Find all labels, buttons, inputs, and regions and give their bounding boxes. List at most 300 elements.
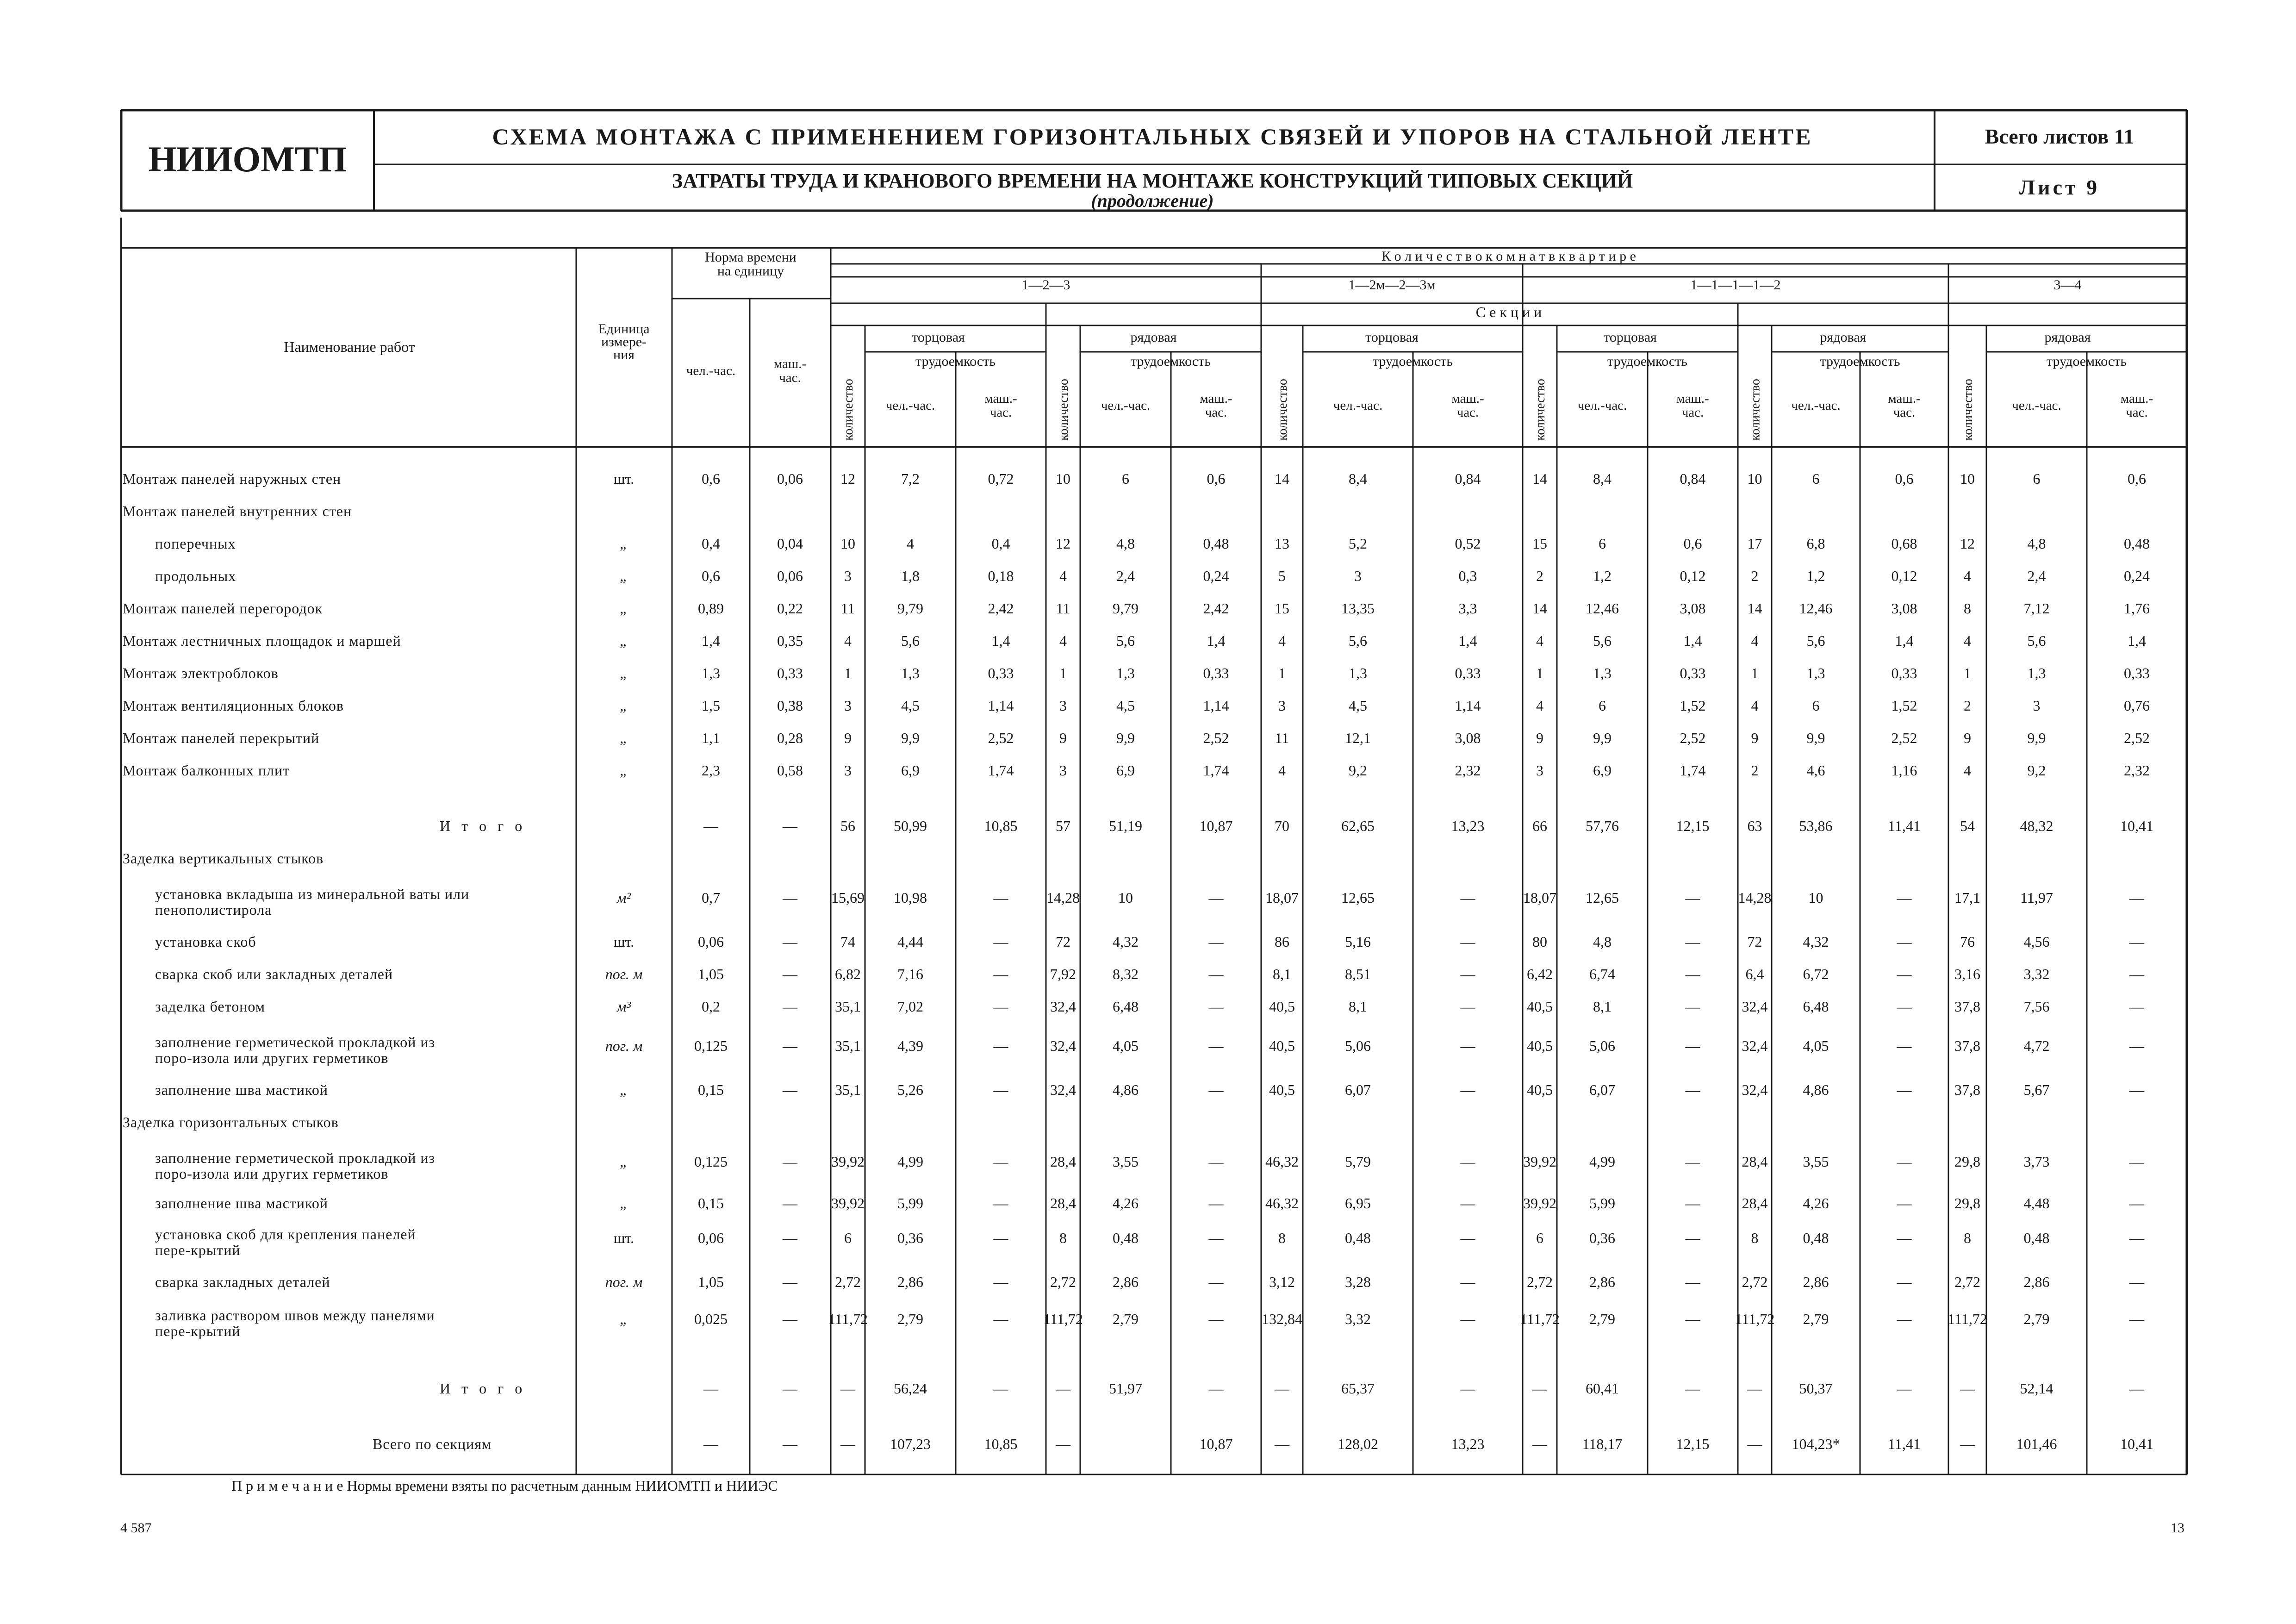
work-name: продольных bbox=[155, 568, 236, 584]
cell-value: 2,79 bbox=[1589, 1311, 1615, 1327]
norm-mach-value: 0,06 bbox=[777, 470, 803, 487]
norm-mach-header: час. bbox=[779, 370, 801, 385]
mach-header: час. bbox=[1456, 405, 1479, 420]
cell-value: 8 bbox=[1278, 1230, 1286, 1246]
cell-value: 74 bbox=[840, 933, 855, 950]
cell-value: 2,72 bbox=[1050, 1274, 1076, 1290]
norm-mach-value: — bbox=[783, 1195, 797, 1212]
cell-value: 0,48 bbox=[1803, 1230, 1829, 1246]
cell-value: 2,32 bbox=[2124, 762, 2150, 779]
cell-value: 11,41 bbox=[1888, 818, 1921, 834]
cell-value: 7,16 bbox=[897, 966, 923, 982]
work-name: пере-крытий bbox=[155, 1323, 241, 1339]
cell-value: 2,86 bbox=[1589, 1274, 1615, 1290]
cell-value: 9,9 bbox=[2027, 730, 2046, 746]
cell-value: 4,32 bbox=[1113, 933, 1139, 950]
cell-value: 12,46 bbox=[1586, 600, 1619, 617]
unit-value: „ bbox=[620, 762, 628, 779]
cell-value: 0,24 bbox=[2124, 568, 2150, 584]
cell-value: 6,9 bbox=[1593, 762, 1612, 779]
cell-value: 12,1 bbox=[1345, 730, 1371, 746]
cell-value: 10,87 bbox=[1199, 1436, 1233, 1452]
mach-header: маш.- bbox=[1200, 391, 1232, 406]
norm-mach-value: — bbox=[783, 1081, 797, 1098]
work-name: Монтаж панелей внутренних стен bbox=[123, 503, 352, 519]
cell-value: 2,52 bbox=[988, 730, 1014, 746]
cell-value: 15,69 bbox=[831, 889, 865, 906]
norm-mach-value: 0,38 bbox=[777, 697, 803, 714]
cell-value: — bbox=[2129, 1230, 2144, 1246]
work-name: Монтаж панелей перегородок bbox=[123, 600, 323, 617]
cell-value: 14 bbox=[1275, 470, 1289, 487]
cell-value: 2,32 bbox=[1455, 762, 1481, 779]
cell-value: 2 bbox=[1751, 568, 1759, 584]
cell-value: 4 bbox=[1964, 568, 1971, 584]
cell-value: 8,4 bbox=[1349, 470, 1367, 487]
cell-value: — bbox=[1208, 1230, 1224, 1246]
mach-header: час. bbox=[1681, 405, 1704, 420]
norm-man-value: 1,05 bbox=[698, 966, 724, 982]
mach-header: маш.- bbox=[2120, 391, 2153, 406]
cell-value: 0,84 bbox=[1455, 470, 1481, 487]
work-name: установка скоб bbox=[155, 933, 256, 950]
work-name: Монтаж электроблоков bbox=[123, 665, 279, 681]
cell-value: 2,72 bbox=[1954, 1274, 1980, 1290]
cell-value: 13 bbox=[1275, 535, 1289, 552]
norm-mach-header: маш.- bbox=[773, 356, 807, 371]
cell-value: 10 bbox=[1056, 470, 1070, 487]
cell-value: 72 bbox=[1747, 933, 1762, 950]
cell-value: 1,4 bbox=[1207, 632, 1226, 649]
cell-value: — bbox=[1460, 1037, 1475, 1054]
cell-value: 39,92 bbox=[831, 1195, 865, 1212]
mach-header: маш.- bbox=[1676, 391, 1709, 406]
cell-value: 6,42 bbox=[1527, 966, 1553, 982]
total-sheets: Всего листов 11 bbox=[1985, 125, 2134, 148]
cell-value: 5,06 bbox=[1589, 1037, 1615, 1054]
cell-value: — bbox=[1897, 1037, 1912, 1054]
cell-value: 1 bbox=[1964, 665, 1971, 681]
cell-value: 32,4 bbox=[1050, 1037, 1076, 1054]
cell-value: 128,02 bbox=[1338, 1436, 1378, 1452]
cell-value: 40,5 bbox=[1527, 1037, 1553, 1054]
cell-value: — bbox=[1897, 1195, 1912, 1212]
table-body bbox=[121, 470, 2187, 1474]
cell-value: 6 bbox=[1122, 470, 1129, 487]
cell-value: 0,6 bbox=[1207, 470, 1226, 487]
cell-value: 13,35 bbox=[1341, 600, 1375, 617]
qty-header: количество bbox=[1276, 379, 1290, 441]
cell-value: — bbox=[2129, 1274, 2144, 1290]
norm-mach-value: 0,22 bbox=[777, 600, 803, 617]
work-name: сварка скоб или закладных деталей bbox=[155, 966, 393, 982]
man-header: чел.-час. bbox=[1577, 398, 1627, 413]
cell-value: 80 bbox=[1532, 933, 1547, 950]
cell-value: 72 bbox=[1056, 933, 1070, 950]
unit-value: шт. bbox=[613, 933, 635, 950]
cell-value: — bbox=[993, 1037, 1008, 1054]
cell-value: 9 bbox=[844, 730, 852, 746]
man-header: чел.-час. bbox=[2012, 398, 2061, 413]
cell-value: 4,86 bbox=[1803, 1081, 1829, 1098]
norm-mach-value: 0,28 bbox=[777, 730, 803, 746]
cell-value: 10,98 bbox=[894, 889, 927, 906]
cell-value: 17,1 bbox=[1954, 889, 1980, 906]
unit-value: „ bbox=[620, 1311, 628, 1327]
cell-value: 4,32 bbox=[1803, 933, 1829, 950]
cell-value: — bbox=[1460, 1311, 1475, 1327]
cell-value: 104,23* bbox=[1792, 1436, 1840, 1452]
cell-value: — bbox=[1747, 1380, 1762, 1397]
cell-value: 0,33 bbox=[1203, 665, 1229, 681]
cell-value: 35,1 bbox=[835, 998, 861, 1015]
cell-value: 6 bbox=[844, 1230, 852, 1246]
cell-value: 2,86 bbox=[1803, 1274, 1829, 1290]
cell-value: — bbox=[1460, 933, 1475, 950]
cell-value: 3,55 bbox=[1803, 1153, 1829, 1170]
norm-man-header: чел.-час. bbox=[686, 363, 736, 378]
labor-header: трудоемкость bbox=[1607, 354, 1688, 369]
work-name: Всего по секциям bbox=[373, 1436, 492, 1452]
cell-value: 2 bbox=[1751, 762, 1759, 779]
unit-value: „ bbox=[620, 632, 628, 649]
cell-value: — bbox=[993, 1153, 1008, 1170]
mach-header: маш.- bbox=[1888, 391, 1921, 406]
cell-value: 2,79 bbox=[1803, 1311, 1829, 1327]
total-label: И т о г о bbox=[440, 1380, 526, 1397]
cell-value: 9,9 bbox=[901, 730, 920, 746]
norm-mach-value: — bbox=[783, 1153, 797, 1170]
cell-value: 40,5 bbox=[1269, 998, 1295, 1015]
cell-value: 3,16 bbox=[1954, 966, 1980, 982]
norm-man-value: 0,06 bbox=[698, 1230, 724, 1246]
cell-value: 54 bbox=[1960, 818, 1975, 834]
cell-value: 12,46 bbox=[1799, 600, 1833, 617]
cell-value: 111,72 bbox=[1043, 1311, 1083, 1327]
cell-value: 32,4 bbox=[1742, 1037, 1768, 1054]
cell-value: 18,07 bbox=[1523, 889, 1556, 906]
unit-value: м² bbox=[616, 889, 631, 906]
cell-value: 12 bbox=[1960, 535, 1975, 552]
cell-value: 28,4 bbox=[1050, 1195, 1076, 1212]
cell-value: 3 bbox=[1536, 762, 1543, 779]
labor-header: трудоемкость bbox=[2046, 354, 2127, 369]
cell-value: — bbox=[1685, 1311, 1700, 1327]
norm-mach-value: — bbox=[783, 998, 797, 1015]
cell-value: 0,6 bbox=[1895, 470, 1914, 487]
labor-header: трудоемкость bbox=[915, 354, 996, 369]
cell-value: 5,06 bbox=[1345, 1037, 1371, 1054]
cell-value: — bbox=[2129, 933, 2144, 950]
cell-value: 6,48 bbox=[1803, 998, 1829, 1015]
norm-man-value: 0,125 bbox=[694, 1037, 728, 1054]
unit-value: „ bbox=[620, 665, 628, 681]
cell-value: 3 bbox=[844, 762, 852, 779]
cell-value: 1,74 bbox=[1680, 762, 1706, 779]
cell-value: 8,4 bbox=[1593, 470, 1612, 487]
work-name: поро-изола или других герметиков bbox=[155, 1049, 389, 1066]
cell-value: — bbox=[1460, 1230, 1475, 1246]
cell-value: 2 bbox=[1536, 568, 1543, 584]
cell-value: 46,32 bbox=[1265, 1153, 1299, 1170]
cell-value: — bbox=[1460, 998, 1475, 1015]
cell-value: 12,65 bbox=[1341, 889, 1375, 906]
cell-value: 32,4 bbox=[1050, 1081, 1076, 1098]
cell-value: 4 bbox=[1278, 632, 1286, 649]
cell-value: — bbox=[1897, 1230, 1912, 1246]
cell-value: 3 bbox=[1278, 697, 1286, 714]
cell-value: 2,79 bbox=[897, 1311, 923, 1327]
cell-value: 5,6 bbox=[2027, 632, 2046, 649]
cell-value: 2,42 bbox=[988, 600, 1014, 617]
cell-value: 111,72 bbox=[1520, 1311, 1560, 1327]
cell-value: 4 bbox=[1964, 632, 1971, 649]
title-block bbox=[121, 110, 2187, 1474]
cell-value: 8,1 bbox=[1593, 998, 1612, 1015]
cell-value: 111,72 bbox=[828, 1311, 868, 1327]
unit-col-header: измере- bbox=[601, 334, 647, 350]
cell-value: 53,86 bbox=[1799, 818, 1833, 834]
labor-header: трудоемкость bbox=[1820, 354, 1900, 369]
cell-value: 4 bbox=[1964, 762, 1971, 779]
cell-value: 9,9 bbox=[1116, 730, 1135, 746]
norm-mach-value: — bbox=[783, 889, 797, 906]
cell-value: 111,72 bbox=[1948, 1311, 1987, 1327]
cell-value: 6 bbox=[1812, 470, 1820, 487]
cell-value: — bbox=[993, 1230, 1008, 1246]
cell-value: 4,72 bbox=[2023, 1037, 2050, 1054]
cell-value: — bbox=[1208, 1380, 1224, 1397]
section-type: торцовая bbox=[912, 330, 965, 345]
cell-value: 2,79 bbox=[1113, 1311, 1139, 1327]
cell-value: 10 bbox=[1118, 889, 1133, 906]
work-name: Монтаж лестничных площадок и маршей bbox=[123, 632, 401, 649]
name-col-header: Наименование работ bbox=[284, 338, 415, 355]
cell-value: 6,72 bbox=[1803, 966, 1829, 982]
cell-value: 2,52 bbox=[2124, 730, 2150, 746]
work-name: заполнение шва мастикой bbox=[155, 1081, 328, 1098]
cell-value: 9 bbox=[1536, 730, 1543, 746]
cell-value: 10,87 bbox=[1199, 818, 1233, 834]
cell-value: — bbox=[1208, 1274, 1224, 1290]
cell-value: — bbox=[1056, 1436, 1070, 1452]
cell-value: — bbox=[1747, 1436, 1762, 1452]
mach-header: час. bbox=[989, 405, 1012, 420]
work-name: заливка раствором швов между панелями bbox=[155, 1307, 435, 1324]
cell-value: 32,4 bbox=[1050, 998, 1076, 1015]
cell-value: 1,2 bbox=[1593, 568, 1612, 584]
cell-value: 1,3 bbox=[1593, 665, 1612, 681]
cell-value: 2,86 bbox=[2023, 1274, 2050, 1290]
cell-value: 1,52 bbox=[1891, 697, 1917, 714]
cell-value: — bbox=[993, 1195, 1008, 1212]
apartment-type: 1—1—1—1—2 bbox=[1690, 277, 1781, 293]
norm-man-value: 0,4 bbox=[702, 535, 720, 552]
man-header: чел.-час. bbox=[1333, 398, 1383, 413]
cell-value: 5 bbox=[1278, 568, 1286, 584]
cell-value: 6 bbox=[1536, 1230, 1543, 1246]
norm-man-value: 2,3 bbox=[702, 762, 720, 779]
cell-value: — bbox=[1897, 1380, 1912, 1397]
cell-value: 6,4 bbox=[1745, 966, 1764, 982]
unit-value: „ bbox=[620, 1195, 628, 1212]
cell-value: 29,8 bbox=[1954, 1195, 1980, 1212]
cell-value: — bbox=[1208, 1311, 1224, 1327]
cell-value: 111,72 bbox=[1735, 1311, 1775, 1327]
cell-value: 9,79 bbox=[897, 600, 923, 617]
cell-value: 28,4 bbox=[1742, 1195, 1768, 1212]
cell-value: 62,65 bbox=[1341, 818, 1375, 834]
cell-value: — bbox=[993, 933, 1008, 950]
cell-value: 6,48 bbox=[1113, 998, 1139, 1015]
norm-man-value: 0,15 bbox=[698, 1081, 724, 1098]
unit-col-header: Единица bbox=[598, 321, 650, 337]
unit-value: пог. м bbox=[605, 966, 643, 982]
cell-value: 11,97 bbox=[2020, 889, 2053, 906]
rooms-header: К о л и ч е с т в о к о м н а т в к в а р т и р е bbox=[1381, 249, 1636, 264]
cell-value: 1,2 bbox=[1806, 568, 1825, 584]
cell-value: 1,8 bbox=[901, 568, 920, 584]
cell-value: 4,26 bbox=[1803, 1195, 1829, 1212]
cell-value: — bbox=[1685, 1195, 1700, 1212]
cell-value: 5,6 bbox=[1349, 632, 1367, 649]
cell-value: 0,3 bbox=[1458, 568, 1477, 584]
labor-header: трудоемкость bbox=[1130, 354, 1211, 369]
cell-value: — bbox=[2129, 966, 2144, 982]
cell-value: 14 bbox=[1532, 470, 1547, 487]
work-name: Монтаж балконных плит bbox=[123, 762, 290, 779]
cell-value: 11,41 bbox=[1888, 1436, 1921, 1452]
cell-value: 4,05 bbox=[1803, 1037, 1829, 1054]
cell-value: 1,4 bbox=[1895, 632, 1914, 649]
cell-value: — bbox=[2129, 1081, 2144, 1098]
cell-value: — bbox=[1685, 933, 1700, 950]
unit-col-header: ния bbox=[613, 347, 635, 362]
cell-value: 6,74 bbox=[1589, 966, 1615, 982]
sheet-title: СХЕМА МОНТАЖА С ПРИМЕНЕНИЕМ ГОРИЗОНТАЛЬНЫХ СВЯЗЕЙ И УПОРОВ НА СТАЛЬНОЙ ЛЕНТЕ bbox=[492, 124, 1813, 150]
cell-value: 5,79 bbox=[1345, 1153, 1371, 1170]
cell-value: — bbox=[1275, 1436, 1289, 1452]
cell-value: 3,32 bbox=[2023, 966, 2050, 982]
cell-value: 2,86 bbox=[897, 1274, 923, 1290]
cell-value: 14 bbox=[1747, 600, 1762, 617]
cell-value: 40,5 bbox=[1527, 998, 1553, 1015]
section-type: рядовая bbox=[2044, 330, 2091, 345]
cell-value: — bbox=[1685, 1274, 1700, 1290]
cell-value: 5,6 bbox=[901, 632, 920, 649]
cell-value: 2,86 bbox=[1113, 1274, 1139, 1290]
cell-value: 13,23 bbox=[1451, 1436, 1485, 1452]
cell-value: 32,4 bbox=[1742, 998, 1768, 1015]
cell-value: 4,56 bbox=[2023, 933, 2050, 950]
cell-value: — bbox=[1208, 1037, 1224, 1054]
cell-value: 1 bbox=[1536, 665, 1543, 681]
cell-value: 40,5 bbox=[1269, 1081, 1295, 1098]
unit-value: шт. bbox=[613, 1230, 635, 1246]
cell-value: 4 bbox=[1278, 762, 1286, 779]
cell-value: — bbox=[2129, 1311, 2144, 1327]
cell-value: 3,3 bbox=[1458, 600, 1477, 617]
cell-value: 40,5 bbox=[1269, 1037, 1295, 1054]
cell-value: — bbox=[840, 1436, 855, 1452]
cell-value: 101,46 bbox=[2016, 1436, 2057, 1452]
cell-value: 0,36 bbox=[1589, 1230, 1615, 1246]
cell-value: 9,2 bbox=[1349, 762, 1367, 779]
cell-value: 0,76 bbox=[2124, 697, 2150, 714]
cell-value: 6,82 bbox=[835, 966, 861, 982]
cell-value: 51,97 bbox=[1109, 1380, 1142, 1397]
cell-value: 7,92 bbox=[1050, 966, 1076, 982]
cell-value: 14 bbox=[1532, 600, 1547, 617]
cell-value: 1 bbox=[1751, 665, 1759, 681]
cell-value: 10 bbox=[1960, 470, 1975, 487]
cell-value: 7,2 bbox=[901, 470, 920, 487]
cell-value: — bbox=[1460, 1195, 1475, 1212]
cell-value: 6 bbox=[1599, 697, 1606, 714]
cell-value: 70 bbox=[1275, 818, 1289, 834]
cell-value: 86 bbox=[1275, 933, 1289, 950]
cell-value: 8,1 bbox=[1273, 966, 1291, 982]
cell-value: 2,72 bbox=[835, 1274, 861, 1290]
cell-value: 2,4 bbox=[2027, 568, 2046, 584]
norm-mach-value: 0,35 bbox=[777, 632, 803, 649]
work-name: Монтаж панелей перекрытий bbox=[123, 730, 320, 746]
cell-value: 0,6 bbox=[2128, 470, 2146, 487]
cell-value: 51,19 bbox=[1109, 818, 1142, 834]
cell-value: — bbox=[1532, 1380, 1547, 1397]
cell-value: 6 bbox=[1812, 697, 1820, 714]
cell-value: 3,08 bbox=[1455, 730, 1481, 746]
cell-value: 14,28 bbox=[1738, 889, 1772, 906]
norm-mach-value: — bbox=[783, 1380, 797, 1397]
cell-value: — bbox=[2129, 1380, 2144, 1397]
norm-man-value: 1,1 bbox=[702, 730, 720, 746]
cell-value: 28,4 bbox=[1742, 1153, 1768, 1170]
cell-value: 13,23 bbox=[1451, 818, 1485, 834]
work-name: заделка бетоном bbox=[155, 998, 265, 1015]
cell-value: 4,8 bbox=[1593, 933, 1612, 950]
work-name: пере-крытий bbox=[155, 1242, 241, 1258]
labor-header: трудоемкость bbox=[1372, 354, 1453, 369]
sections-header: С е к ц и и bbox=[1475, 304, 1542, 320]
cell-value: 3 bbox=[844, 568, 852, 584]
cell-value: — bbox=[1460, 1153, 1475, 1170]
cell-value: 4,26 bbox=[1113, 1195, 1139, 1212]
cell-value: — bbox=[1685, 998, 1700, 1015]
cell-value: 2 bbox=[1964, 697, 1971, 714]
cell-value: 1 bbox=[844, 665, 852, 681]
cell-value: 15 bbox=[1532, 535, 1547, 552]
work-name: заполнение герметической прокладкой из bbox=[155, 1149, 436, 1166]
cell-value: 4 bbox=[1536, 697, 1543, 714]
cell-value: — bbox=[1056, 1380, 1070, 1397]
cell-value: 0,52 bbox=[1455, 535, 1481, 552]
unit-value: „ bbox=[620, 697, 628, 714]
cell-value: — bbox=[1275, 1380, 1289, 1397]
page-footer bbox=[120, 1477, 2184, 1536]
cell-value: 2,42 bbox=[1203, 600, 1229, 617]
cell-value: 118,17 bbox=[1582, 1436, 1623, 1452]
cell-value: 17 bbox=[1747, 535, 1762, 552]
cell-value: 1,4 bbox=[1683, 632, 1702, 649]
cell-value: 5,67 bbox=[2023, 1081, 2050, 1098]
cell-value: 8 bbox=[1059, 1230, 1067, 1246]
cell-value: 5,2 bbox=[1349, 535, 1367, 552]
cell-value: 7,12 bbox=[2023, 600, 2050, 617]
cell-value: 3,12 bbox=[1269, 1274, 1295, 1290]
work-name: сварка закладных деталей bbox=[155, 1274, 330, 1290]
cell-value: 1,74 bbox=[988, 762, 1014, 779]
